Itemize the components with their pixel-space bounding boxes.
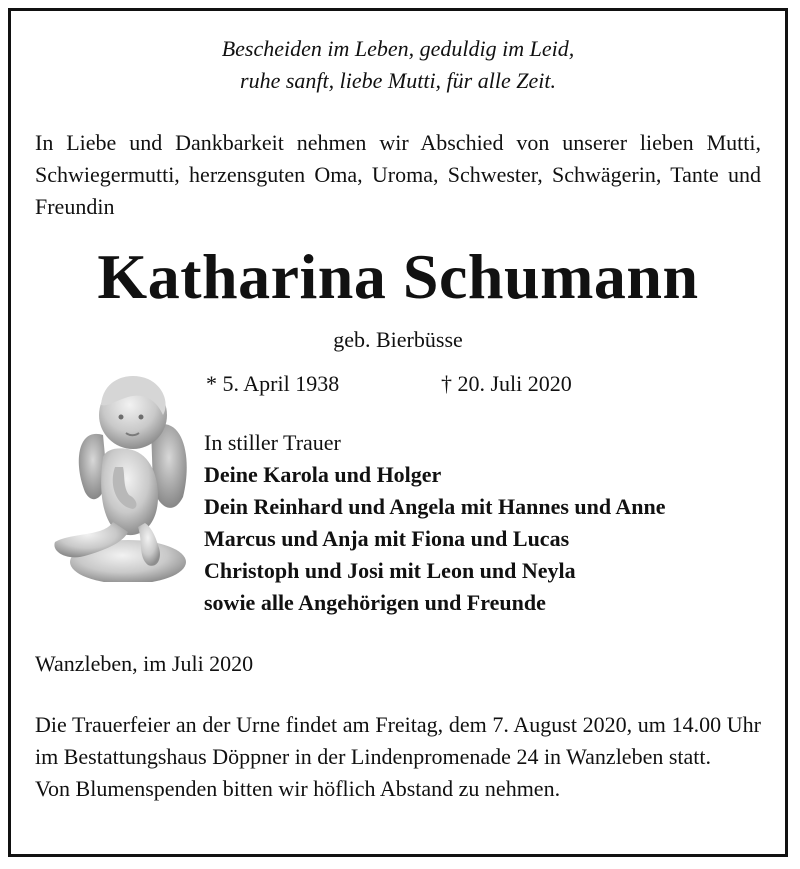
mourners-block [204,427,666,619]
death-date: † 20. Juli 2020 [441,371,572,396]
motto-line-2: ruhe sanft, liebe Mutti, für alle Zeit. [240,68,556,93]
deceased-name: Katharina Schumann [97,241,699,312]
intro-text: In Liebe und Dankbarkeit nehmen wir Abschied von unserer lieben Mutti, Schwiegermutti, herzensguten Oma, Uroma, Schwester, Schwägerin, Tante und Freundin [35,130,761,219]
angel-statue-icon [33,357,203,582]
place-date: Wanzleben, im Juli 2020 [35,651,254,676]
motto-line-1: Bescheiden im Leben, geduldig im Leid, [221,36,575,61]
mourner-line: sowie alle Angehörigen und Freunde [204,590,546,615]
mourner-line: Deine Karola und Holger [204,462,442,487]
flowers-note: Von Blumenspenden bitten wir höflich Abstand zu nehmen. [35,776,561,801]
mourner-line: Dein Reinhard und Angela mit Hannes und Anne [204,494,666,519]
service-info [35,709,761,805]
birth-date: * 5. April 1938 [206,371,340,396]
mourner-line: Marcus und Anja mit Fiona und Lucas [204,526,570,551]
obituary-card [8,8,788,857]
motto-verse [11,33,785,97]
service-text: Die Trauerfeier an der Urne findet am Freitag, dem 7. August 2020, um 14.00 Uhr im Bestattungshaus Döppner in der Lindenpromenade 24 in Wanzleben statt. [35,712,761,769]
maiden-name: geb. Bierbüsse [333,327,463,352]
mourner-line: Christoph und Josi mit Leon und Neyla [204,558,576,583]
mourners-intro: In stiller Trauer [204,430,341,455]
